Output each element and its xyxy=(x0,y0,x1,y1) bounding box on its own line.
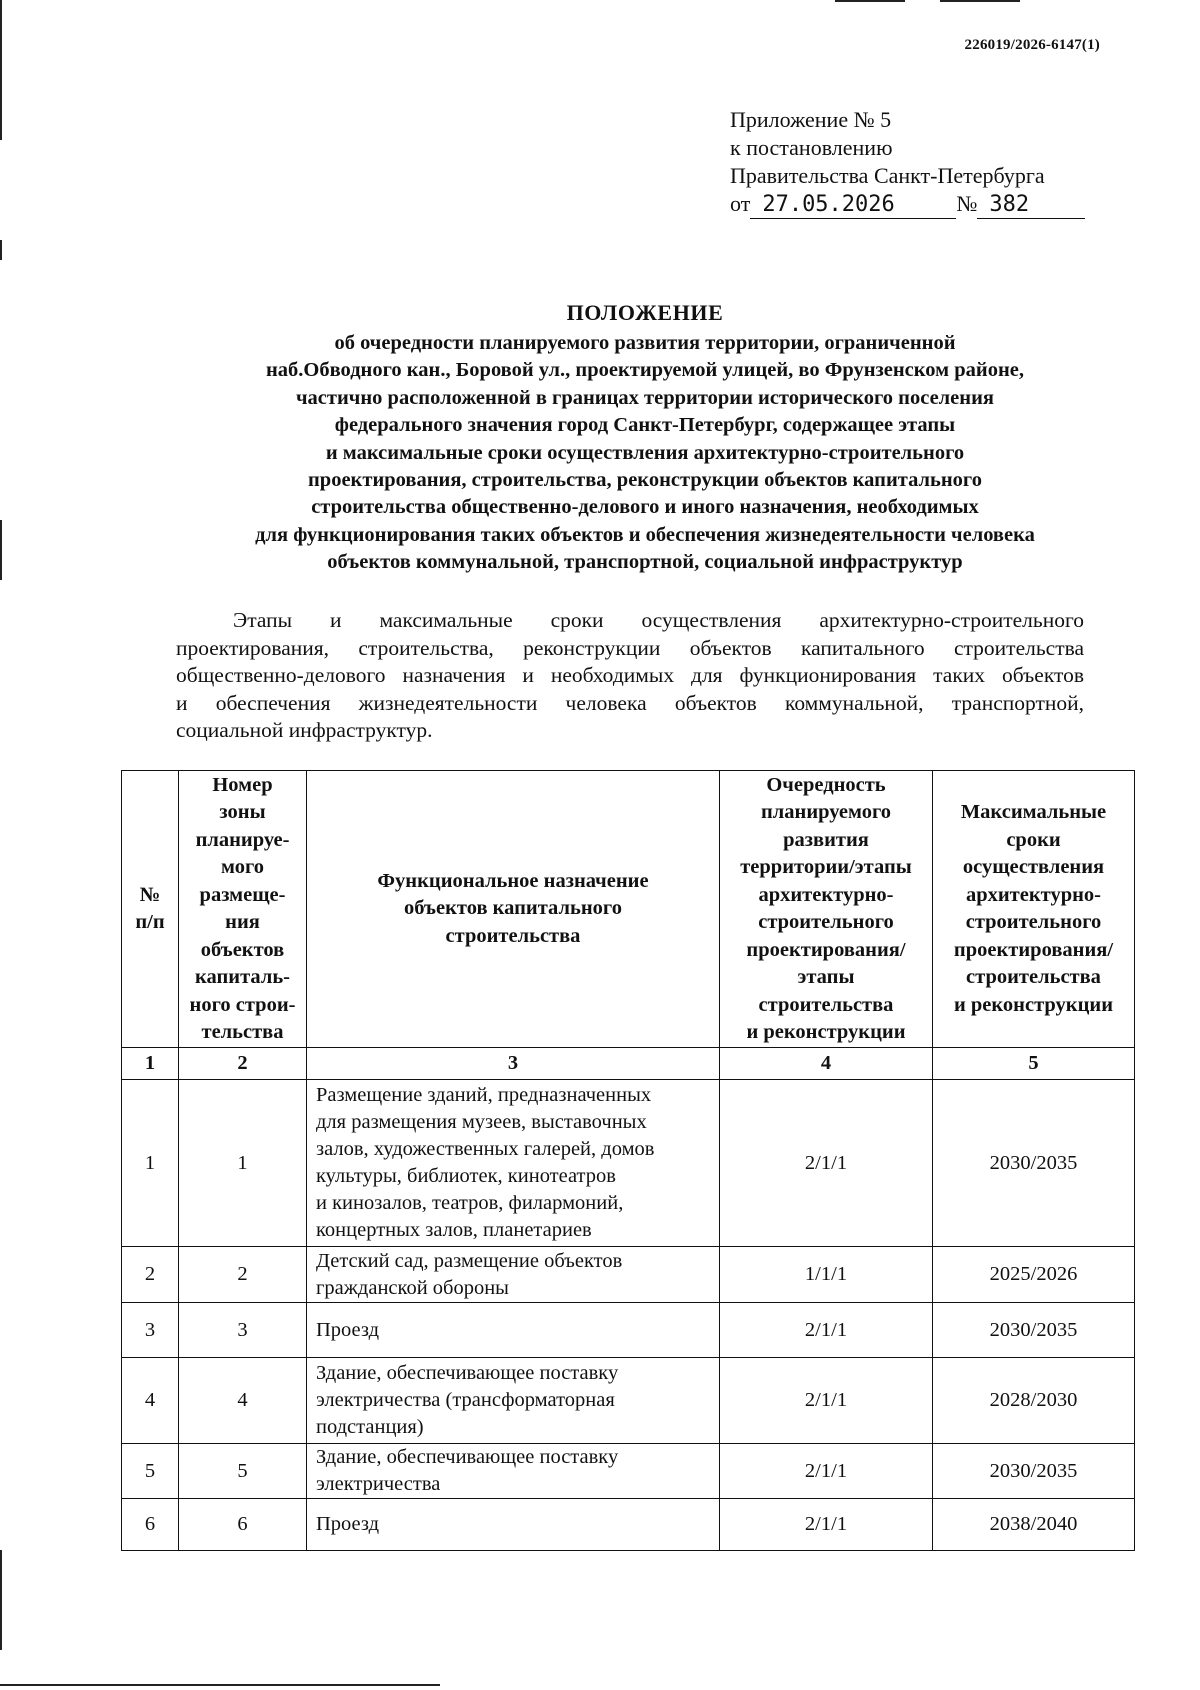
appendix-line-3: Правительства Санкт-Петербурга xyxy=(730,163,1045,188)
header-col-zone: Номер зоны планируе- мого размеще- ния объектов капиталь- ного строи- тельства xyxy=(179,771,307,1048)
row-zone: 6 xyxy=(179,1499,307,1551)
row-zone: 3 xyxy=(179,1303,307,1358)
column-index: 1 xyxy=(122,1048,179,1080)
row-number: 6 xyxy=(122,1499,179,1551)
appendix-date-row xyxy=(730,191,1085,216)
subtitle-line: и максимальные сроки осуществления архитектурно-строительного xyxy=(325,441,965,464)
appendix-line-1: Приложение № 5 xyxy=(730,107,892,132)
column-index-row xyxy=(122,1048,1135,1080)
document-title: ПОЛОЖЕНИЕ xyxy=(566,300,724,325)
date-prefix: от xyxy=(730,191,751,216)
decree-date: 27.05.2026 xyxy=(750,192,956,219)
row-number: 1 xyxy=(122,1080,179,1247)
scan-edge-mark xyxy=(835,0,905,2)
intro-line: проектирования, строительства, реконструкции объектов капитального строительства xyxy=(176,635,1084,660)
document-subtitle xyxy=(170,330,1120,577)
subtitle-line: объектов коммунальной, транспортной, социальной инфраструктур xyxy=(327,551,963,574)
row-stages: 2/1/1 xyxy=(720,1303,933,1358)
row-stages: 2/1/1 xyxy=(720,1358,933,1444)
subtitle-line: федерального значения город Санкт-Петербург, содержащее этапы xyxy=(334,414,956,437)
document-registration-number: 226019/2026-6147(1) xyxy=(964,37,1100,53)
decree-number: 382 xyxy=(977,192,1085,219)
row-zone: 1 xyxy=(179,1080,307,1247)
header-col-purpose: Функциональное назначение объектов капитального строительства xyxy=(307,771,720,1048)
column-index: 4 xyxy=(720,1048,933,1080)
column-index: 2 xyxy=(179,1048,307,1080)
row-zone: 4 xyxy=(179,1358,307,1444)
subtitle-line: строительства общественно-делового и иного назначения, необходимых xyxy=(311,496,979,519)
scan-edge-mark xyxy=(0,1684,440,1686)
scan-edge-mark xyxy=(0,240,2,260)
intro-line: и обеспечения жизнедеятельности человека объектов коммунальной, транспортной, xyxy=(176,690,1084,715)
row-purpose: Размещение зданий, предназначенных для размещения музеев, выставочных залов, художественных галерей, домов культуры, библиотек, кинотеатров и кинозалов, театров, филармоний, концертных залов, планетариев xyxy=(307,1080,720,1247)
scan-edge-mark xyxy=(940,0,1020,2)
column-index: 5 xyxy=(933,1048,1135,1080)
row-terms: 2030/2035 xyxy=(933,1080,1135,1247)
subtitle-line: частично расположенной в границах территории исторического поселения xyxy=(296,386,994,409)
intro-line: социальной инфраструктур. xyxy=(176,718,433,742)
row-number: 4 xyxy=(122,1358,179,1444)
table-header-row xyxy=(122,771,1135,1048)
column-index: 3 xyxy=(307,1048,720,1080)
development-stages-table xyxy=(121,770,1135,1551)
scan-edge-mark xyxy=(0,520,2,580)
header-col-number: № п/п xyxy=(122,771,179,1048)
intro-paragraph xyxy=(176,607,1084,745)
appendix-block xyxy=(730,106,1085,219)
row-terms: 2028/2030 xyxy=(933,1358,1135,1444)
row-zone: 2 xyxy=(179,1247,307,1303)
row-number: 2 xyxy=(122,1247,179,1303)
row-stages: 1/1/1 xyxy=(720,1247,933,1303)
row-terms: 2030/2035 xyxy=(933,1444,1135,1499)
table-row xyxy=(122,1499,1135,1551)
row-stages: 2/1/1 xyxy=(720,1080,933,1247)
table-row xyxy=(122,1247,1135,1303)
row-terms: 2030/2035 xyxy=(933,1303,1135,1358)
row-number: 3 xyxy=(122,1303,179,1358)
scan-edge-mark xyxy=(0,0,2,140)
row-stages: 2/1/1 xyxy=(720,1499,933,1551)
subtitle-line: наб.Обводного кан., Боровой ул., проектируемой улицей, во Фрунзенском районе, xyxy=(265,359,1025,382)
header-col-stages: Очередность планируемого развития территории/этапы архитектурно- строительного проектирования/ этапы строительства и реконструкции xyxy=(720,771,933,1048)
subtitle-line: для функционирования таких объектов и обеспечения жизнедеятельности человека xyxy=(255,523,1035,546)
row-purpose: Здание, обеспечивающее поставку электричества xyxy=(307,1444,720,1499)
table-row xyxy=(122,1303,1135,1358)
number-prefix: № xyxy=(956,191,978,216)
row-zone: 5 xyxy=(179,1444,307,1499)
row-purpose: Здание, обеспечивающее поставку электричества (трансформаторная подстанция) xyxy=(307,1358,720,1444)
table-row xyxy=(122,1080,1135,1247)
header-col-terms: Максимальные сроки осуществления архитектурно- строительного проектирования/ строительства и реконструкции xyxy=(933,771,1135,1048)
row-terms: 2025/2026 xyxy=(933,1247,1135,1303)
appendix-line-2: к постановлению xyxy=(730,135,893,160)
row-purpose: Проезд xyxy=(307,1499,720,1551)
row-purpose: Проезд xyxy=(307,1303,720,1358)
subtitle-line: об очередности планируемого развития территории, ограниченной xyxy=(334,332,956,354)
row-number: 5 xyxy=(122,1444,179,1499)
intro-line: Этапы и максимальные сроки осуществления архитектурно-строительного xyxy=(233,608,1084,632)
row-purpose: Детский сад, размещение объектов гражданской обороны xyxy=(307,1247,720,1303)
subtitle-line: проектирования, строительства, реконструкции объектов капитального xyxy=(308,469,982,492)
table-row xyxy=(122,1358,1135,1444)
intro-line: общественно-делового назначения и необходимых для функционирования таких объектов xyxy=(176,663,1084,687)
row-terms: 2038/2040 xyxy=(933,1499,1135,1551)
scan-edge-mark xyxy=(0,1550,2,1650)
row-stages: 2/1/1 xyxy=(720,1444,933,1499)
table-row xyxy=(122,1444,1135,1499)
